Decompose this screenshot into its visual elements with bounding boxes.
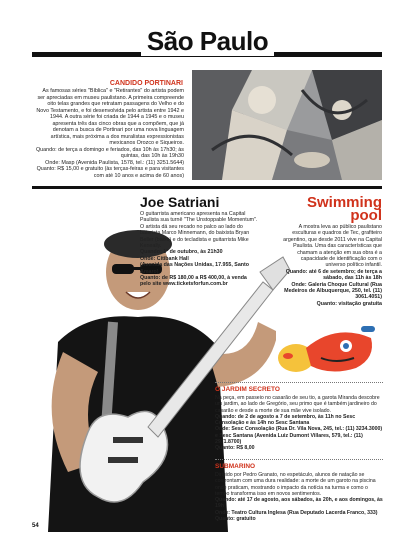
swimming-pool-price: Quanto: visitação gratuita [316, 300, 382, 307]
section-rule [32, 186, 382, 189]
portinari-title: CANDIDO PORTINARI [109, 80, 183, 87]
submarino-where: Onde: Teatro Cultura Inglesa (Rua Deputado Lacerda Franco, 333) [215, 509, 378, 516]
jardim-secreto-body: Na peça, em passeio no casarão de seu tio, a garota Miranda descobre um jardim, ao lado de Gregório, seu primo que é também jardineiro do casarão e desde a morte de sua mãe vive isolado. [215, 395, 380, 414]
tec-artwork [276, 318, 382, 378]
page-title: São Paulo [0, 26, 415, 57]
satriani-title: Joe Satriani [140, 194, 220, 210]
jardim-secreto-price: Quanto: R$ 8,00 [215, 445, 255, 452]
divider [215, 382, 383, 383]
submarino-title: SUBMARINO [215, 463, 256, 470]
swimming-pool-body: A mostra leva ao público paulistano esculturas e quadros de Tec, grafiteiro argentino, que desde 2011 vive na Capital Paulista. Uma das características que chamam a atenção em sua obra é a capacidade de identificação com o universo político infantil. [283, 224, 382, 269]
swimming-pool-text [280, 224, 382, 307]
page-number: 54 [32, 523, 39, 529]
jardim-secreto-when: Quando: de 2 de agosto a 7 de setembro, às 11h no Sesc Consolação e às 14h no Sesc Santana [215, 413, 356, 427]
satriani-where: Onde: Citibank Hall [140, 255, 189, 262]
satriani-price: Quanto: de R$ 180,00 a R$ 400,00, à venda pelo site www.ticketsforfun.com.br [140, 275, 247, 288]
jardim-secreto-where: Onde: Sesc Consolação (Rua Dr. Vila Nova, 245, tel.: (11) 3234.3000) e Sesc Santana (Avenida Luiz Dumont Villares, 579, tel.: (11) 2971.8700) [215, 426, 383, 446]
satriani-text [140, 211, 258, 288]
portinari-price: Quanto: R$ 15,00 e gratuito (às terças-feiras e para visitantes com até 10 anos e acima de 60 anos) [36, 166, 184, 179]
portinari-text [34, 88, 184, 179]
submarino-when: Quando: até 17 de agosto, aos sábados, às 20h, e aos domingos, às 19h [215, 497, 383, 510]
portinari-where: Onde: Masp (Avenida Paulista, 1578, tel.: (11) 3251.5644) [45, 159, 184, 166]
submarino-text [215, 472, 383, 522]
satriani-when: Quando: 1º de outubro, às 21h30 [140, 249, 223, 256]
jardim-secreto-text [215, 395, 383, 452]
portinari-body: As famosas séries "Bíblica" e "Retirantes" do artista podem ser apreciadas em museu paulistano. A primeira compreende oito telas grandes que retratam passagens do Velho e do Novo Testamento, e foi desenvolvida pelo artista entre 1942 e 1944. A outra série foi criada de 1944 a 1945 e o museu apresenta três das cinco obras que a compõem, que já denotam a busca de Portinari por uma nova linguagem artística, mais próxima a dos muralistas expressionistas mexicanos Orozco e Siqueiros. [36, 88, 184, 146]
satriani-body: O guitarrista americano apresenta na Capital Paulista sua turnê "The Unstoppable Momentum". O artista dá seu recado no palco ao lado do baterista Marco Minnemann, do baixista Bryan Beller (baixo) e do tecladista e guitarrista Mike Keneally. [140, 211, 258, 250]
portinari-when: Quando: de terça a domingo e feriados, das 10h às 17h30; às quintas, das 10h às 19h30 [35, 146, 184, 159]
swimming-pool-title-line1: Swimming [306, 194, 382, 211]
submarino-price: Quanto: gratuito [215, 516, 256, 523]
submarino-body: Dirigido por Pedro Granato, no espetáculo, alunos de natação se confrontam com uma dura realidade: a morte de um garoto na piscina onde praticam, mostrando o impacto da notícia na turma e como o tempo transforma isso em novos sentimentos. [215, 472, 376, 497]
swimming-pool-when: Quando: até 6 de setembro; de terça a sábado, das 11h às 18h [285, 268, 382, 282]
swimming-pool-where: Onde: Galeria Choque Cultural (Rua Medeiros de Albuquerque, 250, tel. (11) 3061.4051) [284, 281, 382, 301]
satriani-address: (Avenida das Nações Unidas, 17.955, Santo Amaro) [140, 262, 250, 275]
swimming-pool-title-line2: pool [350, 207, 382, 224]
jardim-secreto-title: O JARDIM SECRETO [215, 386, 280, 393]
portinari-painting [192, 70, 382, 180]
swimming-pool-title [300, 196, 382, 222]
divider [215, 459, 383, 460]
